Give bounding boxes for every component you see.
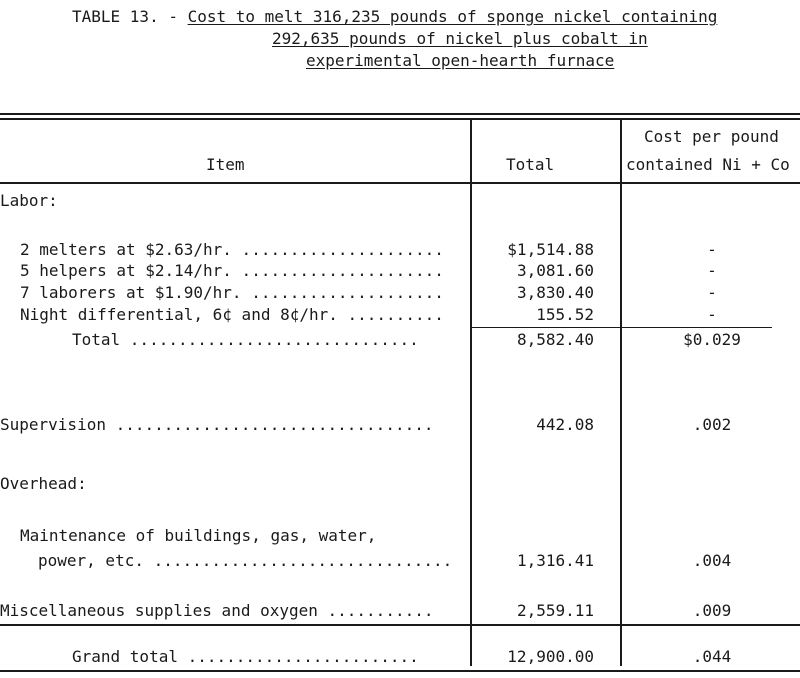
header-total: Total xyxy=(506,155,555,174)
row-laborers-total: 3,830.40 xyxy=(516,283,594,302)
title-line-1 xyxy=(72,6,717,27)
row-helpers-total: 3,081.60 xyxy=(516,261,594,280)
row-laborers-cost: - xyxy=(707,283,717,302)
row-grand-total-total: 12,900.00 xyxy=(507,647,594,666)
row-maintenance-item-line-2: power, etc. ............................... xyxy=(38,551,453,570)
row-melters-total: $1,514.88 xyxy=(507,240,594,259)
column-divider-2 xyxy=(620,118,622,666)
row-maintenance-item-line-1: Maintenance of buildings, gas, water, xyxy=(20,526,377,545)
subtotal-rule-total xyxy=(470,327,622,328)
row-supervision-total: 442.08 xyxy=(536,415,594,434)
header-cost-line-2: contained Ni + Co xyxy=(626,155,790,174)
title-line-3: experimental open-hearth furnace xyxy=(306,51,615,70)
row-grand-total-cost: .044 xyxy=(692,647,732,666)
row-helpers-item: 5 helpers at $2.14/hr. ..................... xyxy=(20,261,444,280)
header-cost-line-1: Cost per pound xyxy=(644,127,779,146)
row-laborers-item: 7 laborers at $1.90/hr. .................... xyxy=(20,283,444,302)
row-misc-cost: .009 xyxy=(692,601,732,620)
row-maintenance-cost: .004 xyxy=(692,551,732,570)
header-item: Item xyxy=(206,155,245,174)
column-divider-1 xyxy=(470,118,472,666)
overhead-heading: Overhead: xyxy=(0,474,87,493)
top-rule-lower xyxy=(0,118,800,120)
row-night-cost: - xyxy=(707,305,717,324)
header-rule xyxy=(0,182,800,184)
row-supervision-cost: .002 xyxy=(692,415,732,434)
grand-total-rule xyxy=(0,624,800,626)
row-labor-total-total: 8,582.40 xyxy=(516,330,594,349)
row-melters-cost: - xyxy=(707,240,717,259)
row-night-total: 155.52 xyxy=(536,305,594,324)
bottom-rule xyxy=(0,670,800,672)
title-line-2: 292,635 pounds of nickel plus cobalt in xyxy=(272,29,648,48)
row-maintenance-total: 1,316.41 xyxy=(516,551,594,570)
row-melters-item: 2 melters at $2.63/hr. ..................... xyxy=(20,240,444,259)
row-misc-item: Miscellaneous supplies and oxygen ........... xyxy=(0,601,434,620)
row-supervision-item: Supervision ................................. xyxy=(0,415,434,434)
title-text-1: Cost to melt 316,235 pounds of sponge nickel containing xyxy=(187,7,718,26)
row-night-item: Night differential, 6¢ and 8¢/hr. .......... xyxy=(20,305,444,324)
row-labor-total-cost: $0.029 xyxy=(683,330,741,349)
row-helpers-cost: - xyxy=(707,261,717,280)
row-grand-total-item: Grand total ........................ xyxy=(72,647,419,666)
row-labor-total-item: Total .............................. xyxy=(72,330,419,349)
table-number: TABLE 13. - xyxy=(72,7,188,26)
labor-heading: Labor: xyxy=(0,191,58,210)
row-misc-total: 2,559.11 xyxy=(516,601,594,620)
top-rule-upper xyxy=(0,113,800,115)
subtotal-rule-cost xyxy=(622,327,772,328)
